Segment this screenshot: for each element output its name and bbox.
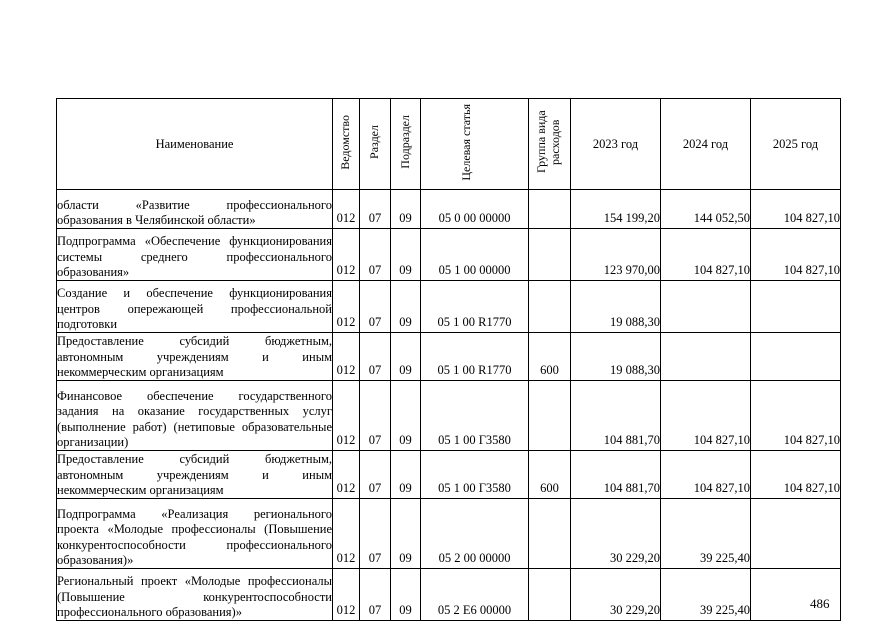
table-row (57, 451, 841, 499)
row-2024: 39 225,40 (661, 569, 751, 621)
row-vedomstvo: 012 (333, 499, 360, 569)
row-2025: 104 827,10 (751, 381, 841, 451)
row-2024: 144 052,50 (661, 190, 751, 229)
row-2024: 39 225,40 (661, 499, 751, 569)
row-2025: 104 827,10 (751, 451, 841, 499)
row-podrazdel: 09 (391, 229, 421, 281)
row-2023: 30 229,20 (571, 569, 661, 621)
row-razdel: 07 (360, 381, 391, 451)
row-name: Подпрограмма «Обеспечение функционирования системы среднего профессионального образования» (57, 229, 333, 281)
row-celevaya-statya: 05 1 00 R1770 (421, 333, 529, 381)
row-name: Предоставление субсидий бюджетным, автономным учреждениям и иным некоммерческим организациям (57, 334, 332, 379)
row-razdel: 07 (360, 569, 391, 621)
row-gruppa (529, 569, 571, 621)
row-2025 (751, 333, 841, 381)
row-podrazdel: 09 (391, 569, 421, 621)
row-2025 (751, 281, 841, 333)
header-2024: 2024 год (661, 99, 751, 190)
row-podrazdel: 09 (391, 451, 421, 499)
row-2024: 104 827,10 (661, 381, 751, 451)
row-podrazdel: 09 (391, 499, 421, 569)
row-2023: 19 088,30 (571, 281, 661, 333)
page-number: 486 (810, 596, 830, 611)
row-razdel: 07 (360, 281, 391, 333)
header-gruppa-vida-raskhodov: Группа вида расходов (529, 99, 571, 190)
row-2024 (661, 281, 751, 333)
header-razdel: Раздел (360, 99, 391, 190)
row-gruppa: 600 (529, 333, 571, 381)
row-vedomstvo: 012 (333, 281, 360, 333)
header-celevaya-statya: Целевая статья (421, 99, 529, 190)
table-row (57, 499, 841, 569)
row-name: Предоставление субсидий бюджетным, автономным учреждениям и иным некоммерческим организациям (57, 452, 332, 497)
row-2023: 154 199,20 (571, 190, 661, 229)
header-podrazdel: Подраздел (391, 99, 421, 190)
row-vedomstvo: 012 (333, 229, 360, 281)
header-name: Наименование (57, 99, 333, 190)
row-gruppa (529, 499, 571, 569)
row-gruppa: 600 (529, 451, 571, 499)
row-2023: 30 229,20 (571, 499, 661, 569)
header-2025: 2025 год (751, 99, 841, 190)
row-name: Создание и обеспечение функционирования центров опережающей профессиональной подготовки (57, 281, 333, 333)
header-vedomstvo: Ведомство (333, 99, 360, 190)
row-celevaya-statya: 05 1 00 Г3580 (421, 451, 529, 499)
row-celevaya-statya: 05 0 00 00000 (421, 190, 529, 229)
row-podrazdel: 09 (391, 381, 421, 451)
header-row (57, 99, 841, 190)
row-celevaya-statya: 05 2 00 00000 (421, 499, 529, 569)
header-2023: 2023 год (571, 99, 661, 190)
row-2025 (751, 499, 841, 569)
row-podrazdel: 09 (391, 333, 421, 381)
row-name: Региональный проект «Молодые профессионалы (Повышение конкурентоспособности профессионального образования)» (57, 569, 333, 621)
table-row (57, 381, 841, 451)
table-row (57, 229, 841, 281)
row-2025: 104 827,10 (751, 229, 841, 281)
table-body (57, 190, 841, 621)
row-razdel: 07 (360, 229, 391, 281)
table-row (57, 569, 841, 621)
row-name: Подпрограмма «Реализация регионального проекта «Молодые профессионалы (Повышение конкурентоспособности профессионального образования)» (57, 499, 333, 569)
row-vedomstvo: 012 (333, 451, 360, 499)
row-gruppa (529, 381, 571, 451)
row-gruppa (529, 281, 571, 333)
row-razdel: 07 (360, 451, 391, 499)
row-2024: 104 827,10 (661, 229, 751, 281)
row-2024 (661, 333, 751, 381)
row-vedomstvo: 012 (333, 569, 360, 621)
row-vedomstvo: 012 (333, 381, 360, 451)
row-2023: 19 088,30 (571, 333, 661, 381)
row-gruppa (529, 190, 571, 229)
row-celevaya-statya: 05 2 E6 00000 (421, 569, 529, 621)
row-2025 (751, 569, 841, 621)
table-row (57, 190, 841, 229)
row-celevaya-statya: 05 1 00 00000 (421, 229, 529, 281)
row-gruppa (529, 229, 571, 281)
row-2025: 104 827,10 (751, 190, 841, 229)
row-vedomstvo: 012 (333, 190, 360, 229)
row-podrazdel: 09 (391, 281, 421, 333)
row-2023: 104 881,70 (571, 381, 661, 451)
row-vedomstvo: 012 (333, 333, 360, 381)
row-celevaya-statya: 05 1 00 Г3580 (421, 381, 529, 451)
row-podrazdel: 09 (391, 190, 421, 229)
row-2023: 123 970,00 (571, 229, 661, 281)
row-celevaya-statya: 05 1 00 R1770 (421, 281, 529, 333)
table-row (57, 281, 841, 333)
row-razdel: 07 (360, 333, 391, 381)
row-2024: 104 827,10 (661, 451, 751, 499)
table-row (57, 333, 841, 381)
row-razdel: 07 (360, 499, 391, 569)
row-name: Финансовое обеспечение государственного задания на оказание государственных услуг (выполнение работ) (нетиповые образовательные организации) (57, 381, 333, 451)
row-2023: 104 881,70 (571, 451, 661, 499)
row-razdel: 07 (360, 190, 391, 229)
budget-table (56, 98, 841, 621)
row-name: области «Развитие профессионального образования в Челябинской области» (57, 190, 333, 229)
